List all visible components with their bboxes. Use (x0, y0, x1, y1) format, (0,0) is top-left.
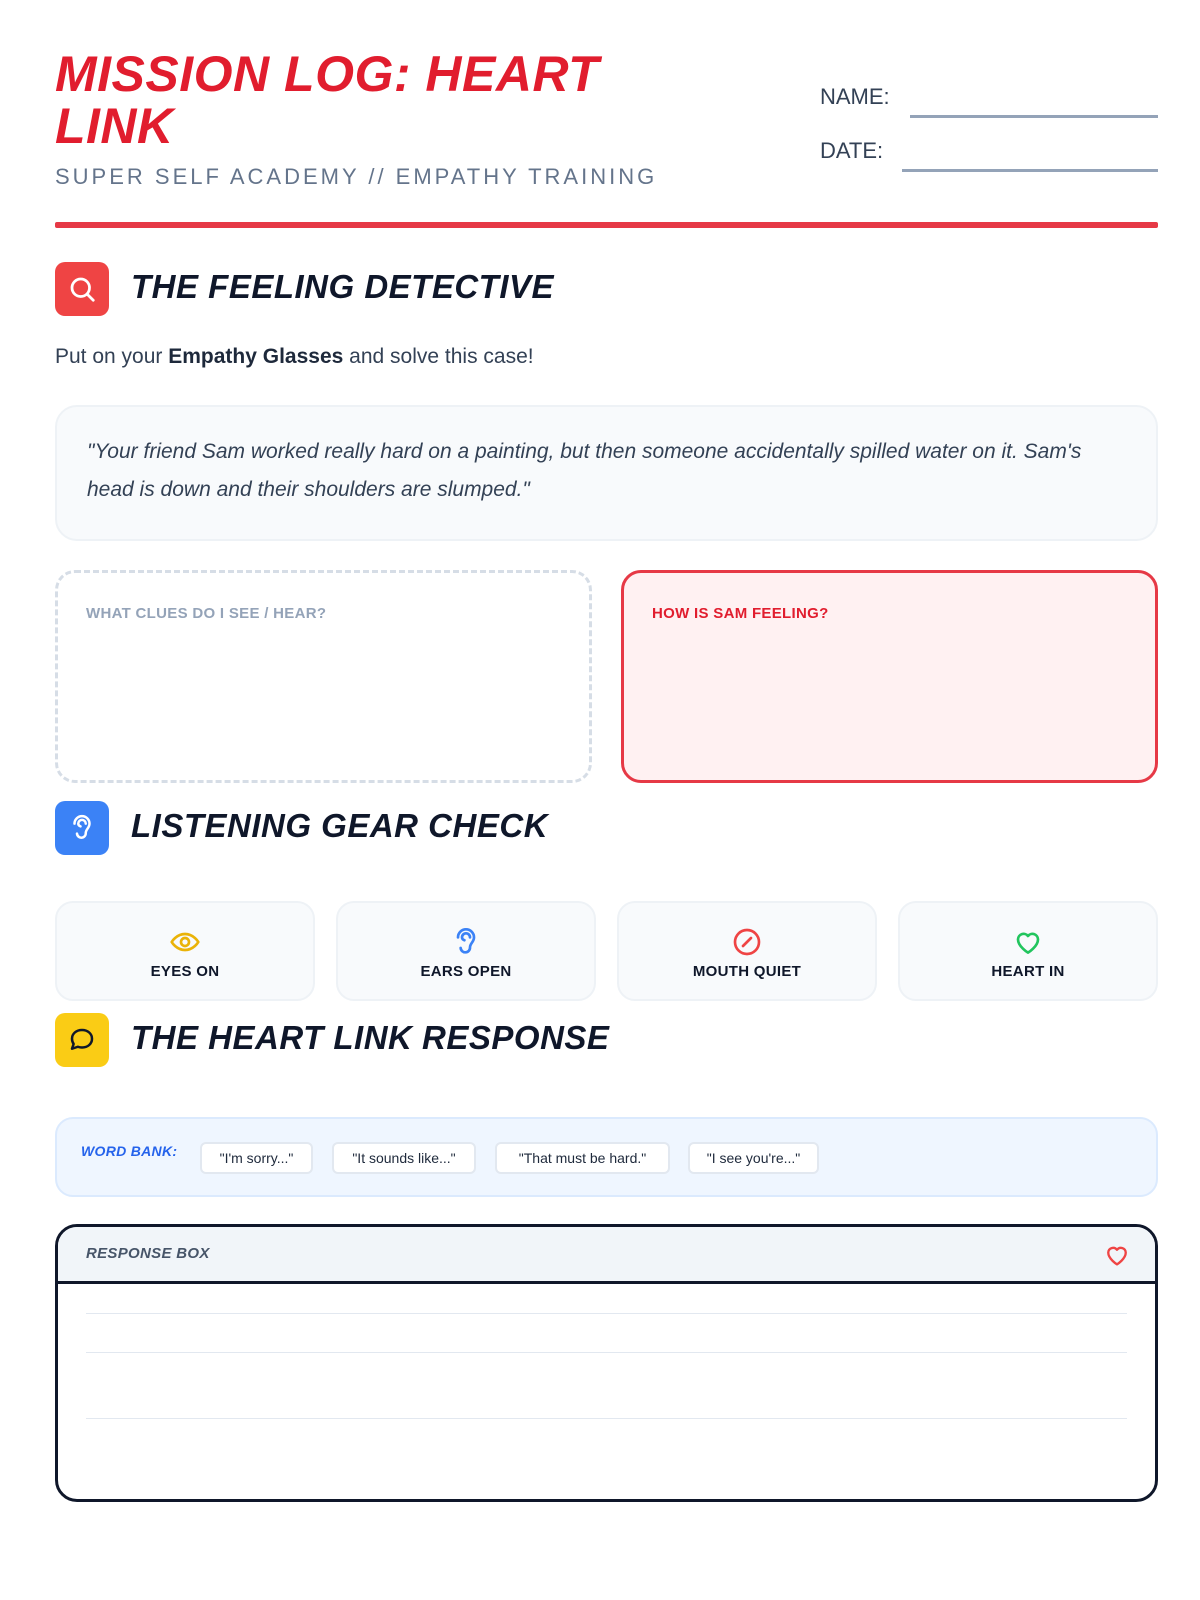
section-feeling-detective (55, 262, 1158, 316)
intro-text-end: and solve this case! (343, 345, 534, 368)
feeling-answer-box[interactable] (621, 570, 1158, 783)
name-field[interactable] (820, 78, 1158, 118)
response-header (58, 1227, 1155, 1284)
response-label: RESPONSE BOX (86, 1245, 210, 1262)
name-label: NAME: (820, 84, 890, 109)
section-title: THE HEART LINK RESPONSE (131, 1019, 610, 1056)
ear-icon (55, 801, 109, 855)
page-subtitle: SUPER SELF ACADEMY // EMPATHY TRAINING (55, 164, 658, 189)
gear-label: EARS OPEN (420, 963, 512, 980)
gear-label: MOUTH QUIET (692, 963, 802, 980)
gear-card-mouth[interactable] (617, 901, 877, 1001)
header-divider (55, 222, 1158, 228)
heart-icon (1103, 1241, 1131, 1269)
scenario-box (55, 405, 1158, 541)
word-bank-chip[interactable]: "I see you're..." (688, 1142, 819, 1174)
writing-line (86, 1418, 1127, 1419)
gear-checklist (55, 901, 1158, 1001)
response-box[interactable] (55, 1224, 1158, 1502)
section-title: THE FEELING DETECTIVE (131, 268, 555, 305)
no-sign-icon (730, 925, 764, 959)
gear-label: HEART IN (991, 963, 1065, 980)
search-icon (55, 262, 109, 316)
feeling-label: HOW IS SAM FEELING? (652, 605, 829, 622)
ear-icon (449, 925, 483, 959)
word-bank-chip[interactable]: "That must be hard." (495, 1142, 670, 1174)
gear-label: EYES ON (150, 963, 220, 980)
instructions (55, 345, 534, 369)
header (55, 48, 1158, 228)
name-line[interactable] (910, 115, 1158, 118)
writing-line (86, 1352, 1127, 1353)
speech-bubble-icon (55, 1013, 109, 1067)
date-label: DATE: (820, 138, 884, 163)
clues-answer-box[interactable] (55, 570, 592, 783)
gear-card-heart[interactable] (898, 901, 1158, 1001)
writing-line (86, 1313, 1127, 1314)
word-bank-chip[interactable]: "It sounds like..." (332, 1142, 476, 1174)
section-heart-link-response (55, 1013, 1158, 1067)
scenario-quote: "Your friend Sam worked really hard on a painting, but then someone accidentally spilled water on it. Sam's head is down and their shoulders are slumped." (87, 440, 1082, 501)
gear-card-ears[interactable] (336, 901, 596, 1001)
section-title: LISTENING GEAR CHECK (131, 807, 549, 844)
date-field[interactable] (820, 132, 1158, 172)
word-bank (55, 1117, 1158, 1197)
section-listening-gear (55, 801, 1158, 855)
word-bank-chip[interactable]: "I'm sorry..." (200, 1142, 313, 1174)
word-bank-label: WORD BANK: (81, 1143, 178, 1159)
worksheet-page (55, 0, 1158, 1600)
heart-icon (1011, 925, 1045, 959)
gear-card-eyes[interactable] (55, 901, 315, 1001)
page-title: MISSION LOG: HEART LINK (55, 46, 600, 154)
eye-icon (168, 925, 202, 959)
intro-emphasis: Empathy Glasses (168, 345, 344, 368)
date-line[interactable] (902, 169, 1158, 172)
clues-label: WHAT CLUES DO I SEE / HEAR? (86, 605, 327, 622)
intro-text: Put on your (55, 345, 169, 368)
